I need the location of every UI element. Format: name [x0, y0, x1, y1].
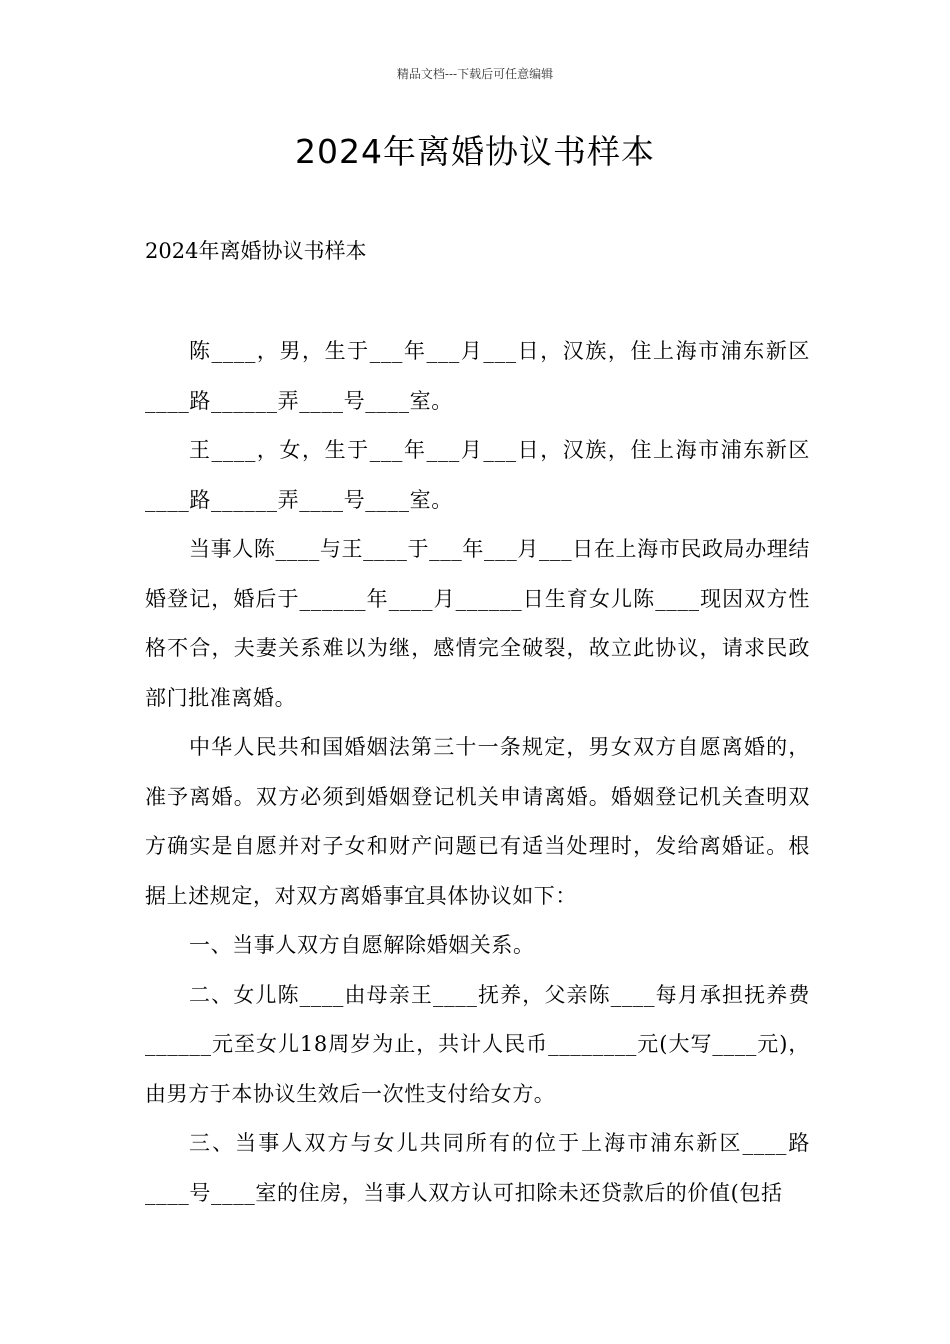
paragraph-clause-1: 一、当事人双方自愿解除婚姻关系。 — [189, 933, 535, 957]
document-title: 2024年离婚协议书样本 — [295, 132, 655, 171]
document-subtitle: 2024年离婚协议书样本 — [145, 239, 367, 263]
paragraph-party-wang: 王____，女，生于___年___月___日，汉族，住上海市浦东新区____路______弄____号____室。 — [145, 438, 810, 512]
document-body — [145, 327, 810, 1218]
paragraph-clause-2: 二、女儿陈____由母亲王____抚养，父亲陈____每月承担抚养费______元至女儿18周岁为止，共计人民币________元(大写____元)，由男方于本协议生效后一次性支付给女方。 — [145, 982, 810, 1106]
paragraph-clause-3: 三、当事人双方与女儿共同所有的位于上海市浦东新区____路____号____室的住房，当事人双方认可扣除未还贷款后的价值(包括 — [145, 1131, 810, 1205]
paragraph-party-chen: 陈____，男，生于___年___月___日，汉族，住上海市浦东新区____路______弄____号____室。 — [145, 339, 810, 413]
paragraph-background: 当事人陈____与王____于___年___月___日在上海市民政局办理结婚登记，婚后于______年____月______日生育女儿陈____现因双方性格不合，夫妻关系难以为继，感情完全破裂，故立此协议，请求民政部门批准离婚。 — [145, 537, 810, 710]
paragraph-legal-basis: 中华人民共和国婚姻法第三十一条规定，男女双方自愿离婚的，准予离婚。双方必须到婚姻登记机关申请离婚。婚姻登记机关查明双方确实是自愿并对子女和财产问题已有适当处理时，发给离婚证。根据上述规定，对双方离婚事宜具体协议如下： — [145, 735, 810, 908]
header-note: 精品文档---下载后可任意编辑 — [396, 67, 554, 81]
